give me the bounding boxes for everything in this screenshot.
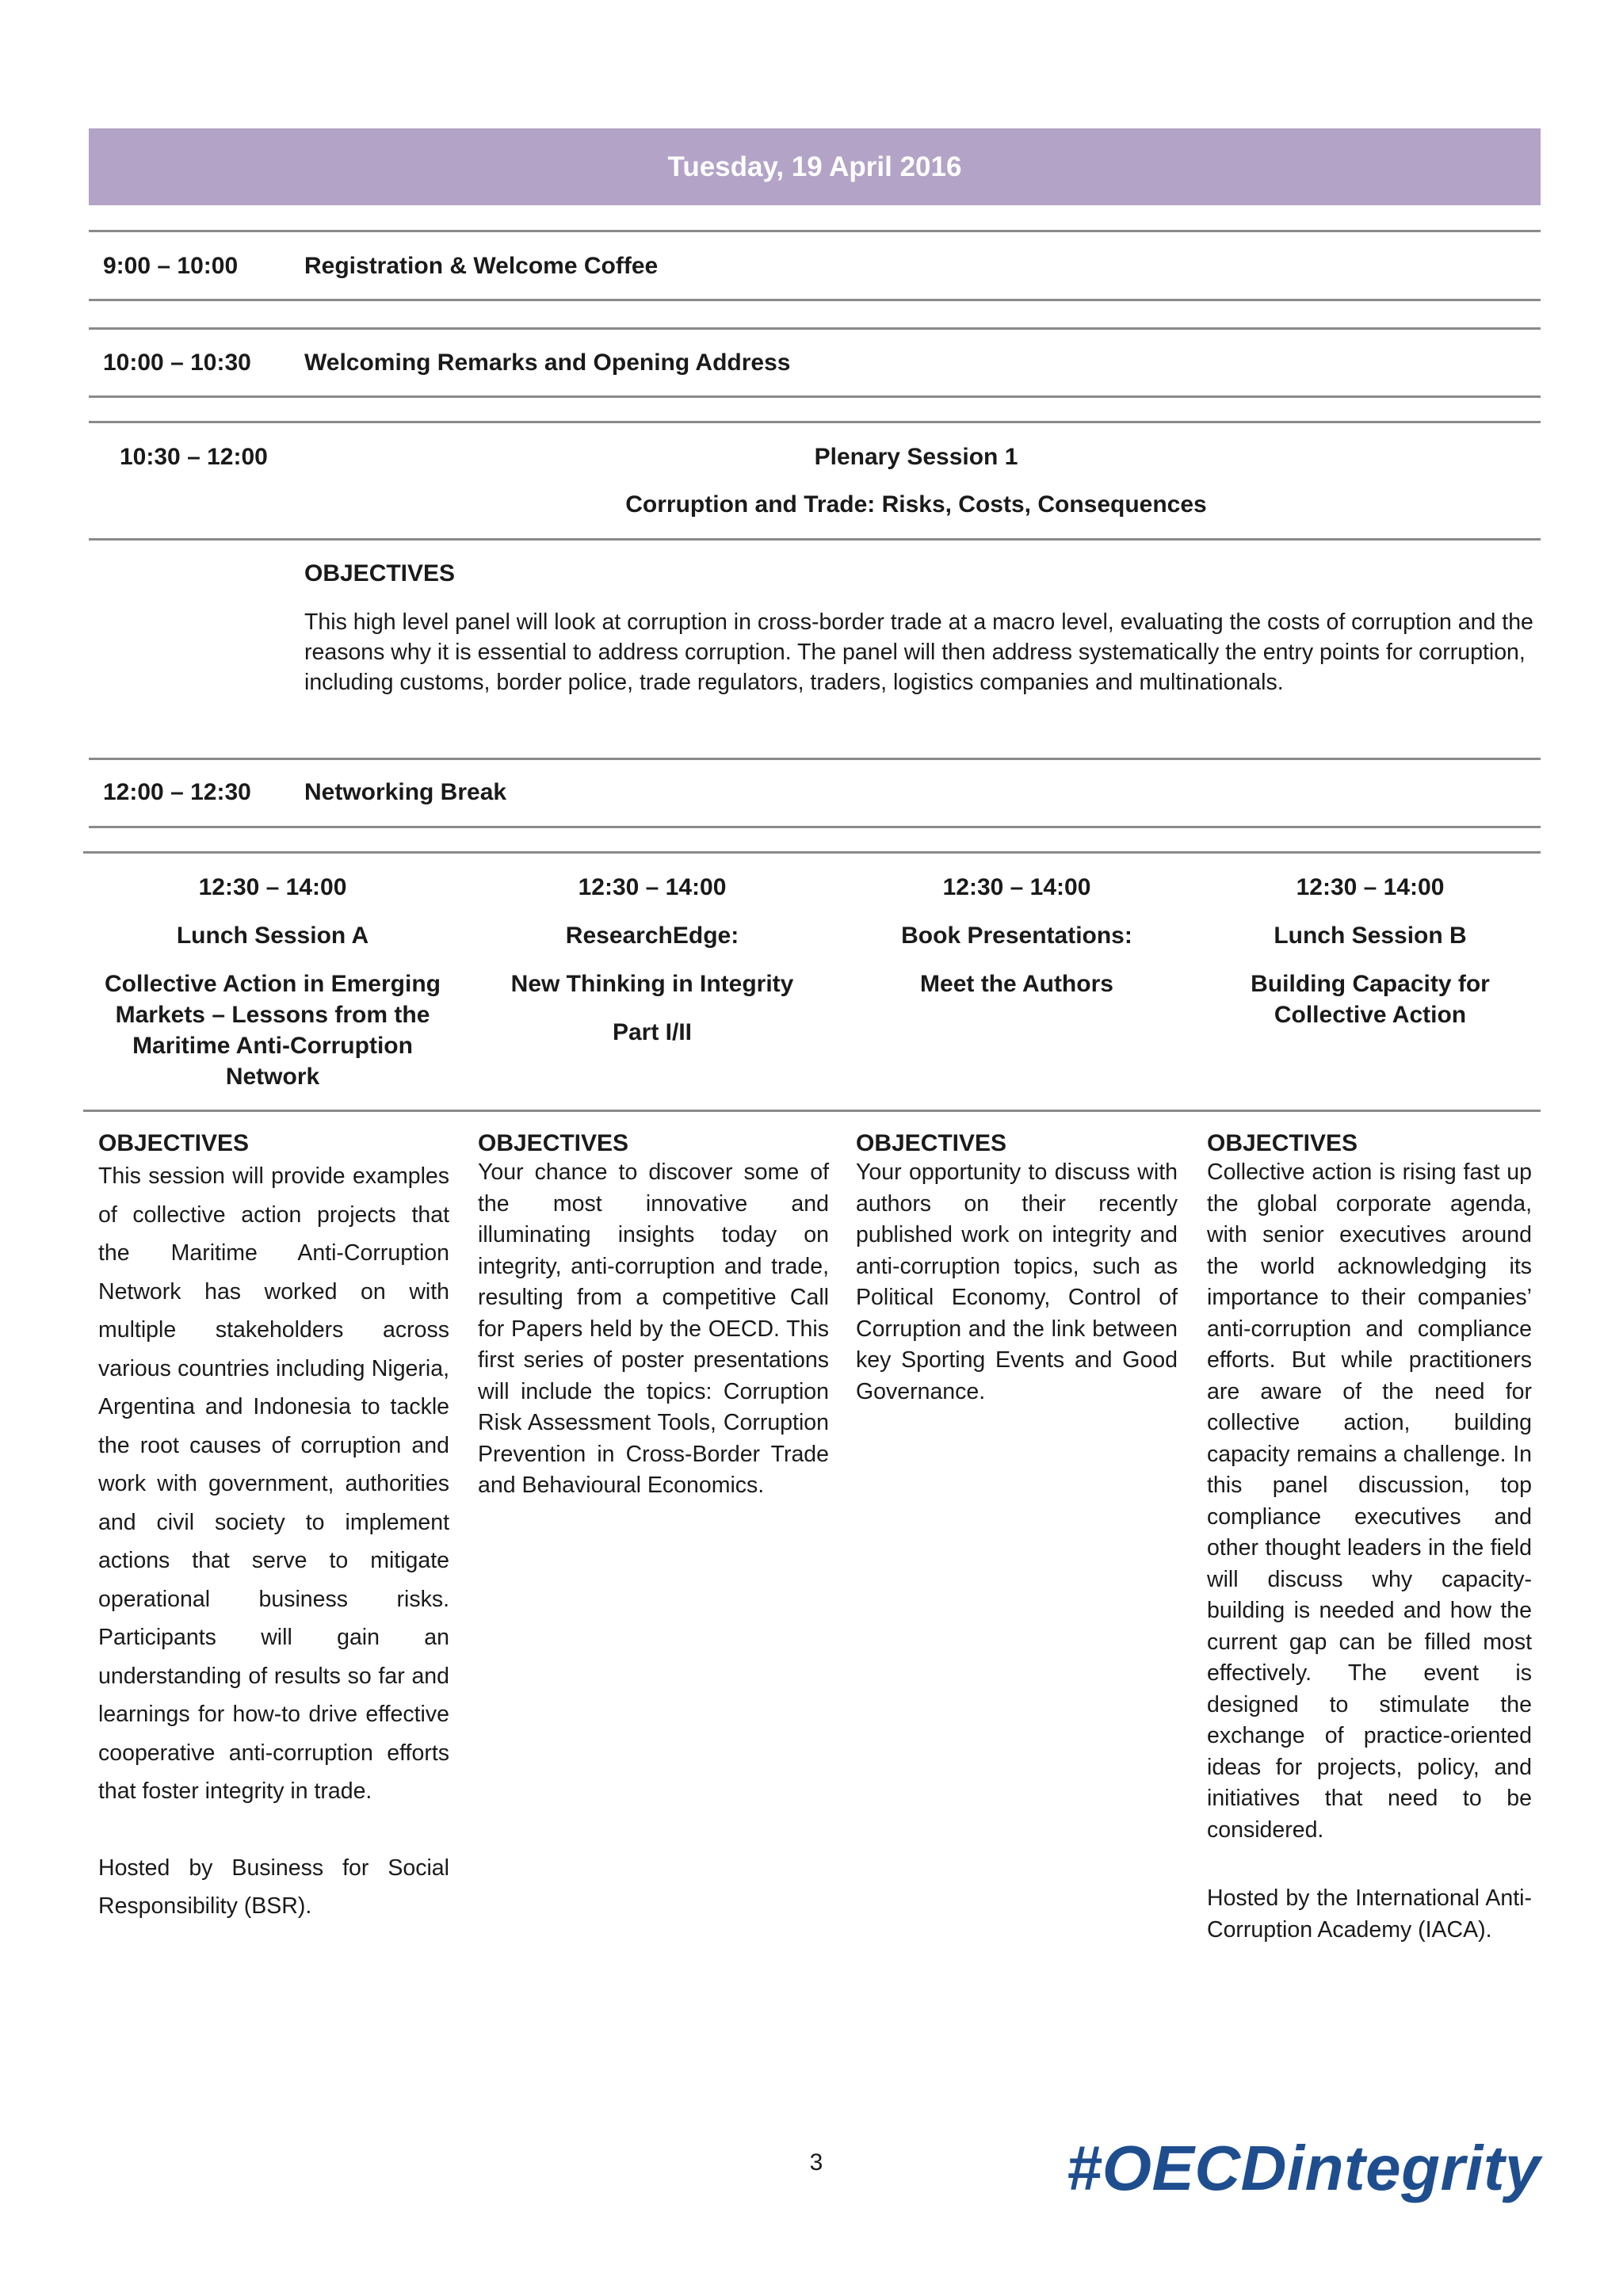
session-title: Meet the Authors [920, 971, 1113, 997]
plenary-objectives-text [304, 607, 1534, 697]
session-time: 12:30 – 14:00 [198, 874, 347, 900]
plenary-time: 10:30 – 12:00 [120, 444, 268, 470]
session-title: New Thinking in Integrity [510, 971, 794, 997]
objectives-heading: OBJECTIVES [856, 1130, 1007, 1156]
objectives-heading: OBJECTIVES [1207, 1130, 1358, 1156]
networking-time: 12:00 – 12:30 [103, 779, 251, 805]
plenary-session-label: Plenary Session 1 [814, 444, 1018, 470]
session-subtitle: Part I/II [612, 1019, 693, 1045]
day-banner: Tuesday, 19 April 2016 [89, 128, 1541, 205]
session-label: Lunch Session B [1274, 923, 1467, 949]
divider [83, 1110, 1541, 1112]
research-edge-body [478, 1130, 829, 1502]
oecd-integrity-hashtag: #OECDintegrity [1066, 2133, 1541, 2203]
session-a-body [98, 1130, 449, 1926]
plenary-objectives-line: This high level panel will look at corruption in cross-border trade at a macro level, evaluating the costs of corruption and the [304, 609, 1533, 635]
registration-title: Registration & Welcome Coffee [304, 253, 659, 279]
research-edge-head [478, 872, 827, 1048]
session-label: ResearchEdge: [565, 923, 739, 949]
session-title: Collective Action in Emerging Markets – Lessons from the Maritime Anti-Corruption Network [105, 971, 441, 1090]
objectives-heading: OBJECTIVES [98, 1130, 250, 1156]
session-time: 12:30 – 14:00 [578, 874, 727, 900]
divider [89, 327, 1541, 330]
plenary-session-title: Corruption and Trade: Risks, Costs, Consequences [625, 491, 1207, 518]
host-text: Hosted by Business for Social Responsibility (BSR). [98, 1855, 449, 1919]
host-text: Hosted by the International Anti-Corruption Academy (IACA). [1207, 1885, 1532, 1943]
session-time: 12:30 – 14:00 [942, 874, 1091, 900]
book-presentations-body [856, 1130, 1178, 1408]
divider [89, 299, 1541, 301]
objectives-text: Your opportunity to discuss with authors on their recently published work on integrity and anti-corruption topics, such as Political Economy, Control of Corruption and the link between key Sporting Events and Good Governance. [856, 1159, 1178, 1404]
plenary-objectives-heading: OBJECTIVES [304, 560, 456, 586]
divider [89, 230, 1541, 232]
networking-title: Networking Break [304, 779, 507, 805]
session-label: Lunch Session A [176, 923, 369, 949]
session-a-head [98, 872, 447, 1092]
divider [83, 851, 1541, 854]
objectives-text: Collective action is rising fast up the global corporate agenda, with senior executives around the world acknowledging its importance to their companies’ anti-corruption and compliance efforts. But while practitioners are aware of the need for collective action, building capacity remains a challenge. In this panel discussion, top compliance executives and other thought leaders in the field will discuss why capacity-building is needed and how the current gap can be filled most effectively. The event is designed to stimulate the exchange of practice-oriented ideas for projects, policy, and initiatives that need to be considered. [1207, 1159, 1532, 1843]
session-time: 12:30 – 14:00 [1296, 874, 1445, 900]
welcome-title: Welcoming Remarks and Opening Address [304, 350, 791, 376]
divider [89, 826, 1541, 828]
objectives-heading: OBJECTIVES [478, 1130, 629, 1156]
divider [89, 758, 1541, 760]
welcome-time: 10:00 – 10:30 [103, 350, 251, 376]
session-label: Book Presentations: [901, 923, 1132, 949]
objectives-text: Your chance to discover some of the most innovative and illuminating insights today on integrity, anti-corruption and trade, resulting from a competitive Call for Papers held by the OECD. This first series of poster presentations will include the topics: Corruption Risk Assessment Tools, Corruption Prevention in Cross-Border Trade and Behavioural Economics. [478, 1159, 829, 1498]
divider [89, 395, 1541, 398]
divider [89, 538, 1541, 541]
session-title: Building Capacity for Collective Action [1251, 971, 1490, 1028]
book-presentations-head [842, 872, 1191, 999]
registration-time: 9:00 – 10:00 [103, 253, 239, 279]
divider [89, 421, 1541, 423]
session-b-body [1207, 1130, 1532, 1946]
page-number: 3 [809, 2149, 823, 2176]
plenary-objectives-line: reasons why it is essential to address corruption. The panel will then address systematically the entry points for corruption, [304, 640, 1526, 665]
plenary-objectives-line: including customs, border police, trade regulators, traders, logistics companies and multinationals. [304, 670, 1284, 695]
objectives-text: This session will provide examples of collective action projects that the Maritime Anti-Corruption Network has worked on with multiple stakeholders across various countries including Nigeria, Argentina and Indonesia to tackle the root causes of corruption and work with government, authorities and civil society to implement actions that serve to mitigate operational business risks. Participants will gain an understanding of results so far and learnings for how-to drive effective cooperative anti-corruption efforts that foster integrity in trade. [98, 1163, 449, 1804]
session-b-head [1196, 872, 1545, 1030]
